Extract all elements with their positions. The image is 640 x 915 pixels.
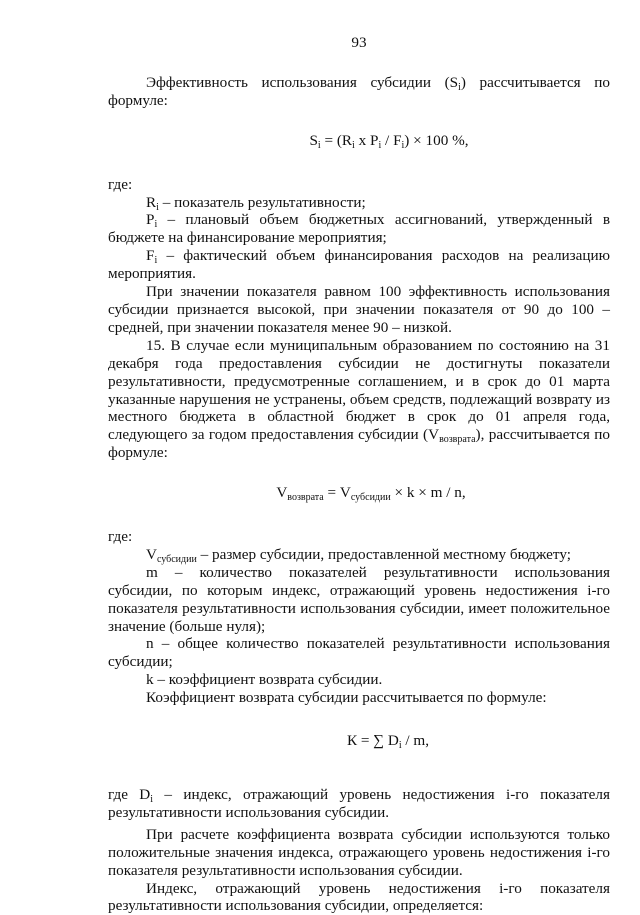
formula-part: К = ∑ D [346,732,399,750]
subscript: i [378,139,382,151]
text: Эффективность использования субсидии (S [146,73,459,91]
where-label: где: [108,175,133,193]
subscript: i [156,201,159,213]
definition-v [108,546,610,564]
formula-efficiency [108,132,610,150]
subscript: возврата [287,492,324,504]
formula-part: = (R [320,131,353,149]
symbol: V [146,545,157,563]
formula-part: / F [381,131,402,149]
formula-part: × k × m / n, [390,484,466,502]
definition-k: k – коэффициент возврата субсидии. [146,671,383,689]
subscript: i [154,255,158,267]
text: 15. В случае если муниципальным образованием по состоянию на 31 декабря года предоставления субсидии не достигнуты показатели результативности, предусмотренные соглашением, и в срок до 01 марта указанные нарушения не устранены, объем средств, подлежащий возврату из местного бюджета в областной бюджет в срок до 01 апреля года, следующего за годом предоставления субсидии (V [108,336,610,444]
text: – плановый объем бюджетных ассигнований, утвержденный в бюджете на финансирование мероприятия; [108,211,610,247]
formula-coefficient [108,732,610,750]
subscript: возврата [439,434,476,446]
formula-part: = V [323,484,351,502]
formula-part: / m, [401,732,430,750]
subscript: субсидии [156,553,197,565]
definition-n: n – общее количество показателей результативности использования субсидии; [108,635,610,671]
definition-m: m – количество показателей результативности использования субсидии, по которым индекс, отражающий уровень недостижения i-го показателя результативности использования субсидии, имеет положительное значение (больше нуля); [108,563,610,635]
paragraph-efficiency-levels: При значении показателя равном 100 эффективность использования субсидии признается высокой, при значении показателя от 90 до 100 – средней, при значении показателя менее 90 – низкой. [108,283,610,336]
definition-f [108,247,610,283]
definition-p [108,211,610,247]
text: ), рассчитывается по формуле: [108,426,610,462]
subscript: субсидии [350,492,391,504]
text: ) рассчитывается по формуле: [108,73,611,109]
formula-part: S [309,131,318,149]
formula-part: ) × 100 %, [404,131,469,149]
subscript: i [150,794,154,805]
subscript: i [352,139,355,151]
subscript: i [458,81,461,93]
page-number: 93 [351,34,367,51]
subscript: i [154,219,158,231]
subscript: i [317,139,321,151]
paragraph-efficiency-intro [108,74,610,110]
text: где D [108,786,151,803]
text: – фактический объем финансирования расходов на реализацию мероприятия. [108,247,610,283]
paragraph-index-definition: Индекс, отражающий уровень недостижения i-го показателя результативности использования субсидии, определяется: [108,879,610,915]
where-label: где: [108,528,133,546]
definition-d [108,786,610,822]
formula-part: V [276,484,288,502]
subscript: i [398,740,402,752]
paragraph-positive-values: При расчете коэффициента возврата субсидии используются только положительные значения индекса, отражающего уровень недостижения i-го показателя результативности использования субсидии. [108,825,610,879]
symbol: F [146,247,155,265]
text: – индекс, отражающий уровень недостижения i-го показателя результативности использования субсидии. [108,786,610,821]
definition-r [108,194,610,212]
subscript: i [401,139,405,151]
text: – размер субсидии, предоставленной местному бюджету; [196,545,571,563]
paragraph-coefficient-intro: Коэффициент возврата субсидии рассчитывается по формуле: [146,689,547,707]
symbol: R [146,193,157,211]
paragraph-clause-15 [108,337,610,462]
symbol: P [146,211,155,229]
formula-part: x P [354,131,379,149]
text: – показатель результативности; [158,193,366,211]
formula-refund-volume [108,484,610,502]
